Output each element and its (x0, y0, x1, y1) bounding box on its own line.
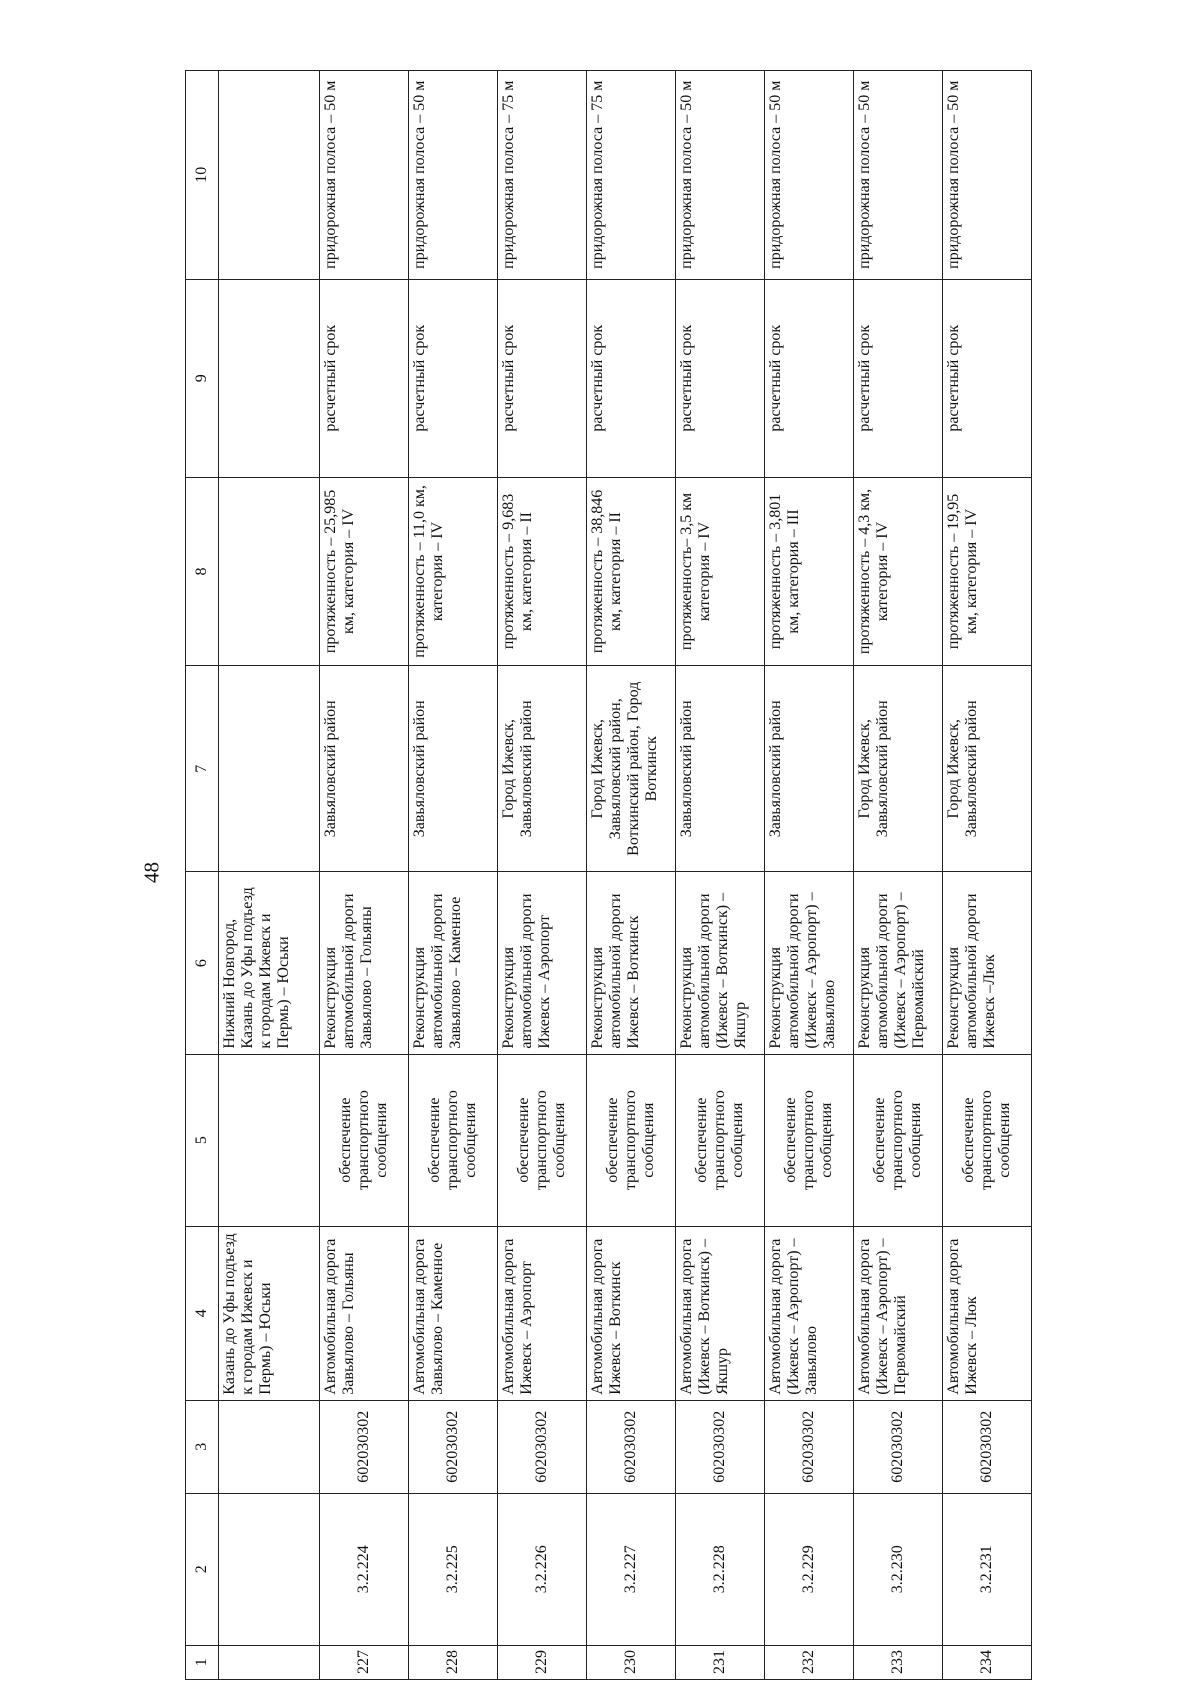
specs-cell: протяженность – 9,683 км, категория – II (498, 477, 587, 665)
work-description-cell: Реконструкция автомобильной дороги (Ижевск – Воткинск) – Якшур (676, 872, 765, 1054)
infrastructure-table-container (185, 70, 1032, 1680)
column-number-header-row (186, 71, 219, 1680)
zone-cell: придорожная полоса – 50 м (409, 71, 498, 280)
table-cell (219, 279, 320, 477)
location-cell: Завьяловский район (676, 666, 765, 872)
object-name-cell: Автомобильная дорога Завьялово – Каменное (409, 1226, 498, 1400)
oktmo-cell: 602030302 (765, 1400, 854, 1493)
specs-cell: протяженность – 25,985 км, категория – IV (320, 477, 409, 665)
purpose-cell: обеспечение транспортного сообщения (409, 1054, 498, 1226)
code-cell: 3.2.225 (409, 1493, 498, 1645)
table-cell (219, 666, 320, 872)
purpose-cell: обеспечение транспортного сообщения (854, 1054, 943, 1226)
location-cell: Завьяловский район (320, 666, 409, 872)
oktmo-cell: 602030302 (587, 1400, 676, 1493)
location-cell: Завьяловский район (409, 666, 498, 872)
specs-cell: протяженность – 19,95 км, категория – IV (943, 477, 1032, 665)
column-header: 8 (186, 477, 219, 665)
table-row (854, 71, 943, 1680)
oktmo-cell: 602030302 (409, 1400, 498, 1493)
zone-cell: придорожная полоса – 75 м (498, 71, 587, 280)
column-header: 2 (186, 1493, 219, 1645)
purpose-cell: обеспечение транспортного сообщения (320, 1054, 409, 1226)
continued-object-name: Казань до Уфы подъезд к городам Ижевск и Пермь) – Юськи (219, 1226, 320, 1400)
object-name-cell: Автомобильная дорога (Ижевск – Воткинск) –Якшур (676, 1226, 765, 1400)
term-cell: расчетный срок (409, 279, 498, 477)
column-header: 7 (186, 666, 219, 872)
purpose-cell: обеспечение транспортного сообщения (676, 1054, 765, 1226)
column-header: 9 (186, 279, 219, 477)
term-cell: расчетный срок (854, 279, 943, 477)
oktmo-cell: 602030302 (676, 1400, 765, 1493)
infrastructure-table (185, 70, 1032, 1680)
specs-cell: протяженность – 3,801 км, категория – III (765, 477, 854, 665)
page-number: 48 (139, 862, 164, 883)
term-cell: расчетный срок (587, 279, 676, 477)
column-header: 1 (186, 1645, 219, 1679)
work-description-cell: Реконструкция автомобильной дороги Завьялово – Гольяны (320, 872, 409, 1054)
zone-cell: придорожная полоса – 50 м (943, 71, 1032, 280)
work-description-cell: Реконструкция автомобильной дороги (Ижевск – Аэропорт) – Первомайский (854, 872, 943, 1054)
continued-work-description: Нижний Новгород, Казань до Уфы подъезд к городам Ижевск и Пермь) – Юськи (219, 872, 320, 1054)
table-cell (219, 1645, 320, 1679)
row-number-cell: 233 (854, 1645, 943, 1679)
table-row (320, 71, 409, 1680)
column-header: 4 (186, 1226, 219, 1400)
table-row (587, 71, 676, 1680)
object-name-cell: Автомобильная дорога Ижевск – Воткинск (587, 1226, 676, 1400)
table-cell (219, 71, 320, 280)
location-cell: Город Ижевск, Завьяловский район (943, 666, 1032, 872)
purpose-cell: обеспечение транспортного сообщения (587, 1054, 676, 1226)
table-row (498, 71, 587, 1680)
code-cell: 3.2.226 (498, 1493, 587, 1645)
column-header: 5 (186, 1054, 219, 1226)
object-name-cell: Автомобильная дорога Ижевск – Люк (943, 1226, 1032, 1400)
term-cell: расчетный срок (498, 279, 587, 477)
object-name-cell: Автомобильная дорога Завьялово – Гольяны (320, 1226, 409, 1400)
row-number-cell: 227 (320, 1645, 409, 1679)
term-cell: расчетный срок (676, 279, 765, 477)
column-header: 6 (186, 872, 219, 1054)
row-number-cell: 230 (587, 1645, 676, 1679)
work-description-cell: Реконструкция автомобильной дороги Завьялово – Каменное (409, 872, 498, 1054)
column-header: 3 (186, 1400, 219, 1493)
zone-cell: придорожная полоса – 50 м (676, 71, 765, 280)
column-header: 10 (186, 71, 219, 280)
row-number-cell: 232 (765, 1645, 854, 1679)
code-cell: 3.2.227 (587, 1493, 676, 1645)
term-cell: расчетный срок (765, 279, 854, 477)
oktmo-cell: 602030302 (498, 1400, 587, 1493)
zone-cell: придорожная полоса – 50 м (854, 71, 943, 280)
row-number-cell: 234 (943, 1645, 1032, 1679)
code-cell: 3.2.228 (676, 1493, 765, 1645)
oktmo-cell: 602030302 (943, 1400, 1032, 1493)
row-number-cell: 228 (409, 1645, 498, 1679)
specs-cell: протяженность – 38,846 км, категория – II (587, 477, 676, 665)
purpose-cell: обеспечение транспортного сообщения (498, 1054, 587, 1226)
table-cell (219, 477, 320, 665)
table-cell (219, 1400, 320, 1493)
table-row (765, 71, 854, 1680)
code-cell: 3.2.224 (320, 1493, 409, 1645)
continuation-row (219, 71, 320, 1680)
object-name-cell: Автомобильная дорога (Ижевск – Аэропорт) – Первомайский (854, 1226, 943, 1400)
specs-cell: протяженность – 4,3 км, категория – IV (854, 477, 943, 665)
table-row (943, 71, 1032, 1680)
zone-cell: придорожная полоса – 75 м (587, 71, 676, 280)
work-description-cell: Реконструкция автомобильной дороги (Ижевск – Аэропорт) – Завьялово (765, 872, 854, 1054)
row-number-cell: 229 (498, 1645, 587, 1679)
code-cell: 3.2.229 (765, 1493, 854, 1645)
location-cell: Город Ижевск, Завьяловский район (498, 666, 587, 872)
code-cell: 3.2.231 (943, 1493, 1032, 1645)
specs-cell: протяженность– 3,5 км категория – IV (676, 477, 765, 665)
code-cell: 3.2.230 (854, 1493, 943, 1645)
location-cell: Город Ижевск, Завьяловский район, Воткинский район, Город Воткинск (587, 666, 676, 872)
work-description-cell: Реконструкция автомобильной дороги Ижевск –Люк (943, 872, 1032, 1054)
purpose-cell: обеспечение транспортного сообщения (943, 1054, 1032, 1226)
term-cell: расчетный срок (320, 279, 409, 477)
table-row (676, 71, 765, 1680)
term-cell: расчетный срок (943, 279, 1032, 477)
oktmo-cell: 602030302 (320, 1400, 409, 1493)
object-name-cell: Автомобильная дорога (Ижевск – Аэропорт) – Завьялово (765, 1226, 854, 1400)
oktmo-cell: 602030302 (854, 1400, 943, 1493)
work-description-cell: Реконструкция автомобильной дороги Ижевск – Аэропорт (498, 872, 587, 1054)
purpose-cell: обеспечение транспортного сообщения (765, 1054, 854, 1226)
object-name-cell: Автомобильная дорога Ижевск – Аэропорт (498, 1226, 587, 1400)
table-row (409, 71, 498, 1680)
location-cell: Город Ижевск, Завьяловский район (854, 666, 943, 872)
table-cell (219, 1054, 320, 1226)
row-number-cell: 231 (676, 1645, 765, 1679)
specs-cell: протяженность – 11,0 км, категория – IV (409, 477, 498, 665)
location-cell: Завьяловский район (765, 666, 854, 872)
work-description-cell: Реконструкция автомобильной дороги Ижевск – Воткинск (587, 872, 676, 1054)
zone-cell: придорожная полоса – 50 м (320, 71, 409, 280)
zone-cell: придорожная полоса – 50 м (765, 71, 854, 280)
table-cell (219, 1493, 320, 1645)
